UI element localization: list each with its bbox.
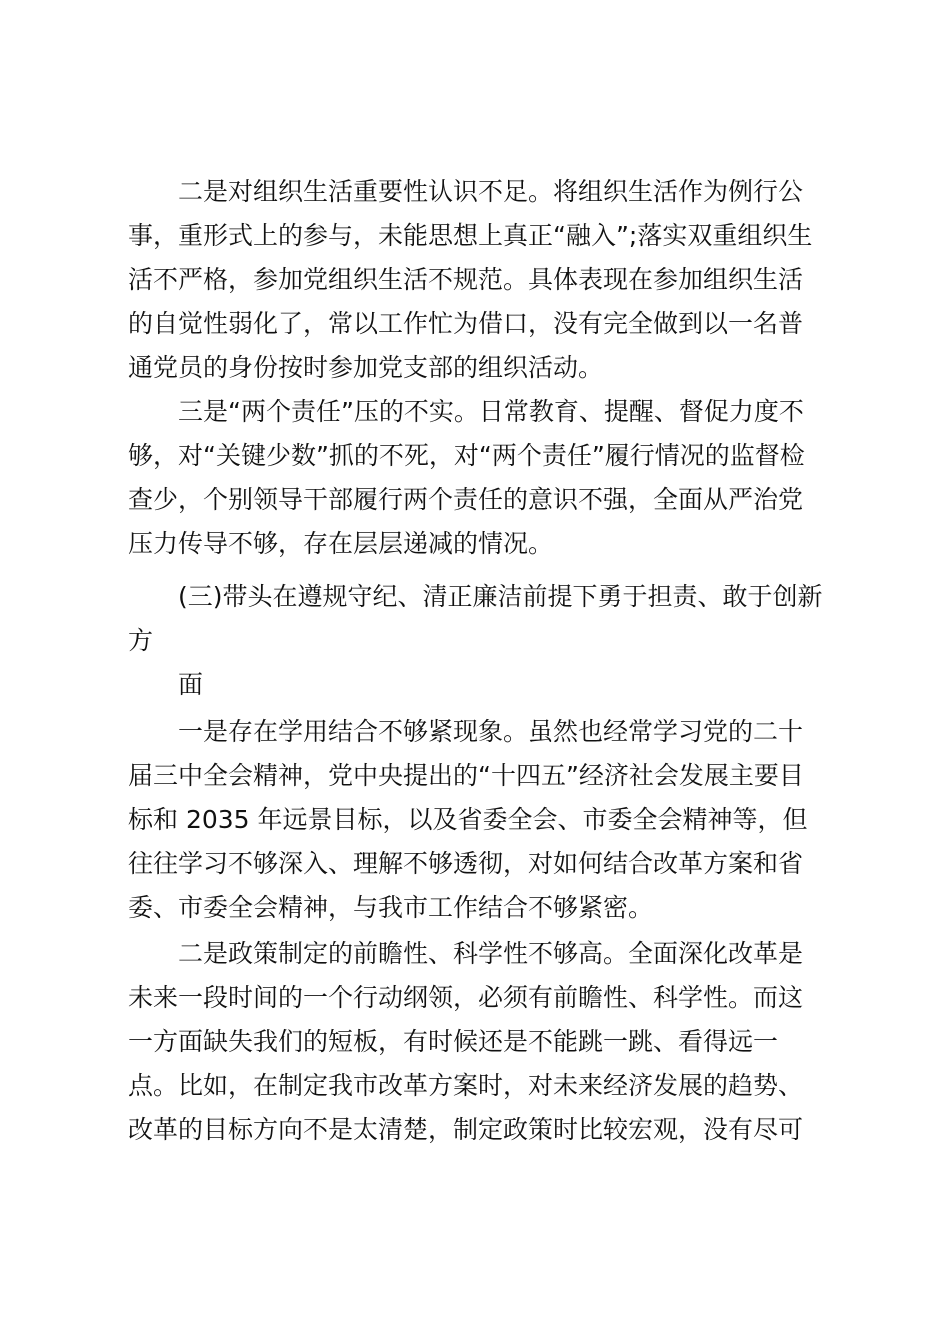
- section-heading-line: (三)带头在遵规守纪、清正廉洁前提下勇于担责、敢于创新: [178, 582, 823, 611]
- paragraph-line: 二是政策制定的前瞻性、科学性不够高。全面深化改革是: [178, 939, 804, 968]
- paragraph-line: 压力传导不够，存在层层递减的情况。: [128, 529, 554, 558]
- section-heading-line: 面: [178, 670, 204, 699]
- paragraph-line: 往往学习不够深入、理解不够透彻，对如何结合改革方案和省: [128, 849, 804, 878]
- paragraph-line: 委、市委全会精神，与我市工作结合不够紧密。: [128, 893, 654, 922]
- paragraph-line: 够，对“关键少数”抓的不死，对“两个责任”履行情况的监督检: [128, 441, 805, 470]
- paragraph-line: 一是存在学用结合不够紧现象。虽然也经常学习党的二十: [178, 717, 804, 746]
- paragraph-line: 的自觉性弱化了，常以工作忙为借口，没有完全做到以一名普: [128, 309, 804, 338]
- paragraph-line: 查少，个别领导干部履行两个责任的意识不强，全面从严治党: [128, 485, 804, 514]
- paragraph-line: 三是“两个责任”压的不实。日常教育、提醒、督促力度不: [178, 397, 804, 426]
- paragraph-line: 事，重形式上的参与，未能思想上真正“融入”;落实双重组织生: [128, 221, 813, 250]
- paragraph-line: 二是对组织生活重要性认识不足。将组织生活作为例行公: [178, 177, 804, 206]
- paragraph-line: 未来一段时间的一个行动纲领，必须有前瞻性、科学性。而这: [128, 983, 804, 1012]
- paragraph-line: 通党员的身份按时参加党支部的组织活动。: [128, 353, 604, 382]
- section-heading-line: 方: [128, 626, 154, 655]
- paragraph-line: 活不严格，参加党组织生活不规范。具体表现在参加组织生活: [128, 265, 804, 294]
- paragraph-line: 改革的目标方向不是太清楚，制定政策时比较宏观，没有尽可: [128, 1115, 804, 1144]
- paragraph-line: 点。比如，在制定我市改革方案时，对未来经济发展的趋势、: [128, 1071, 804, 1100]
- paragraph-line: 届三中全会精神，党中央提出的“十四五”经济社会发展主要目: [128, 761, 804, 790]
- paragraph-line: 一方面缺失我们的短板，有时候还是不能跳一跳、看得远一: [128, 1027, 779, 1056]
- paragraph-line: 标和 2035 年远景目标，以及省委全会、市委全会精神等，但: [128, 805, 808, 834]
